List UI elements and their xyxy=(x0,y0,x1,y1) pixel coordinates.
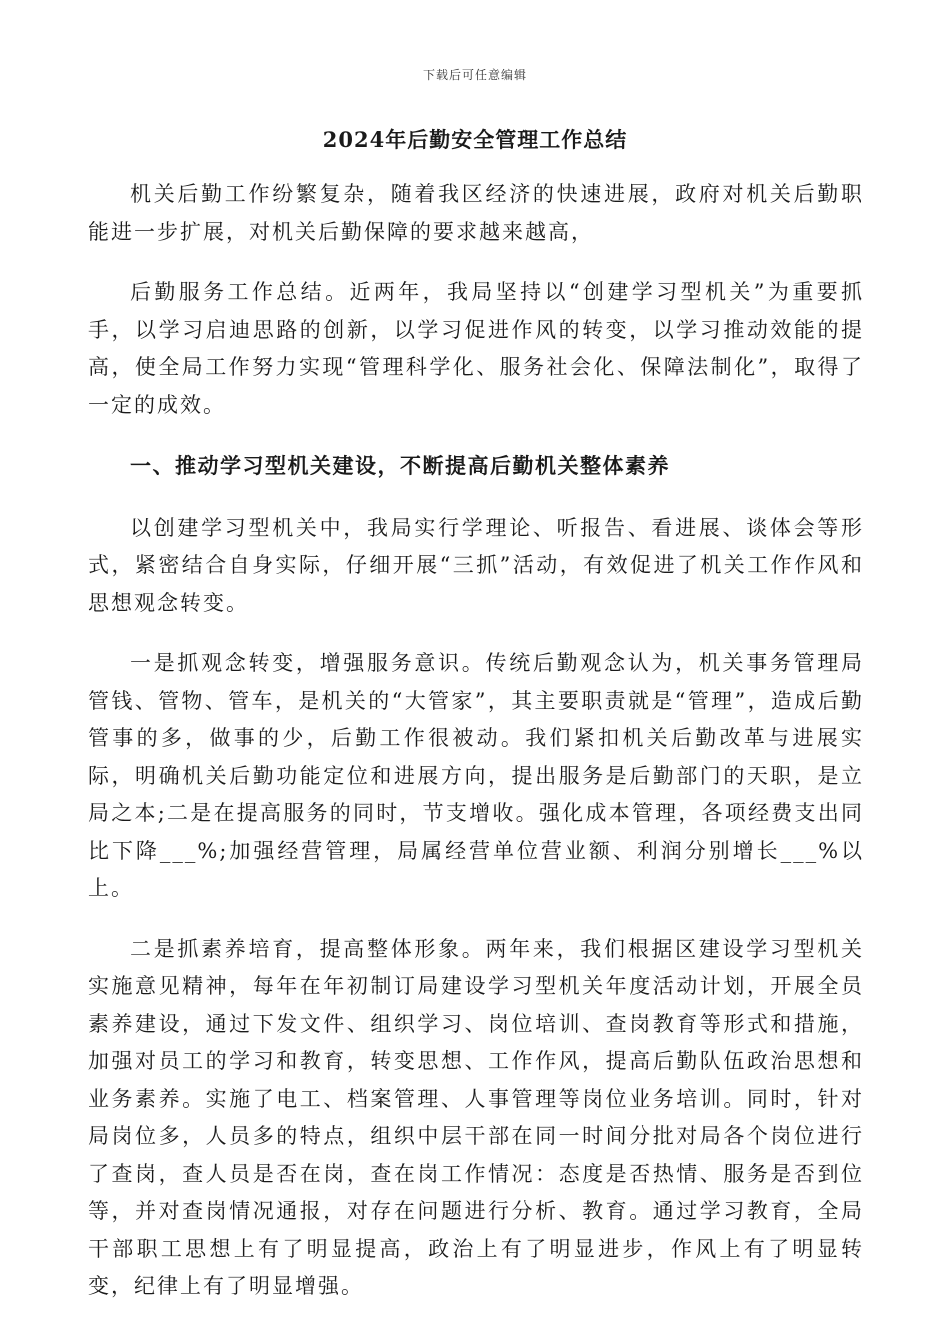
paragraph-quality-training: 二是抓素养培育，提高整体形象。两年来，我们根据区建设学习型机关实施意见精神，每年在年初制订局建设学习型机关年度活动计划，开展全员素养建设，通过下发文件、组织学习、岗位培训、查岗教育等形式和措施，加强对员工的学习和教育，转变思想、工作作风，提高后勤队伍政治思想和业务素养。实施了电工、档案管理、人事管理等岗位业务培训。同时，针对局岗位多，人员多的特点，组织中层干部在同一时间分批对局各个岗位进行了查岗，查人员是否在岗，查在岗工作情况：态度是否热情、服务是否到位等，并对查岗情况通报，对存在问题进行分析、教育。通过学习教育，全局干部职工思想上有了明显提高，政治上有了明显进步，作风上有了明显转变，纪律上有了明显增强。 xyxy=(88,936,864,1298)
paragraph-summary: 后勤服务工作总结。近两年，我局坚持以“创建学习型机关”为重要抓手，以学习启迪思路的创新，以学习促进作风的转变，以学习推动效能的提高，使全局工作努力实现“管理科学化、服务社会化、保障法制化”，取得了一定的成效。 xyxy=(88,280,864,417)
document-body xyxy=(88,176,864,1329)
paragraph-concept-change: 一是抓观念转变，增强服务意识。传统后勤观念认为，机关事务管理局管钱、管物、管车，是机关的“大管家”，其主要职责就是“管理”，造成后勤管事的多，做事的少，后勤工作很被动。我们紧扣机关后勤改革与进展实际，明确机关后勤功能定位和进展方向，提出服务是后勤部门的天职，是立局之本;二是在提高服务的同时，节支增收。强化成本管理，各项经费支出同比下降___%;加强经营管理，局属经营单位营业额、利润分别增长___%以上。 xyxy=(88,651,864,900)
paragraph-learning-organization: 以创建学习型机关中，我局实行学理论、听报告、看进展、谈体会等形式，紧密结合自身实际，仔细开展“三抓”活动，有效促进了机关工作作风和思想观念转变。 xyxy=(88,515,864,615)
paragraph-intro: 机关后勤工作纷繁复杂，随着我区经济的快速进展，政府对机关后勤职能进一步扩展，对机关后勤保障的要求越来越高， xyxy=(88,182,864,244)
section-heading-1: 一、推动学习型机关建设，不断提高后勤机关整体素养 xyxy=(130,453,670,478)
document-title: 2024年后勤安全管理工作总结 xyxy=(322,127,628,152)
header-note: 下载后可任意编辑 xyxy=(422,68,527,82)
